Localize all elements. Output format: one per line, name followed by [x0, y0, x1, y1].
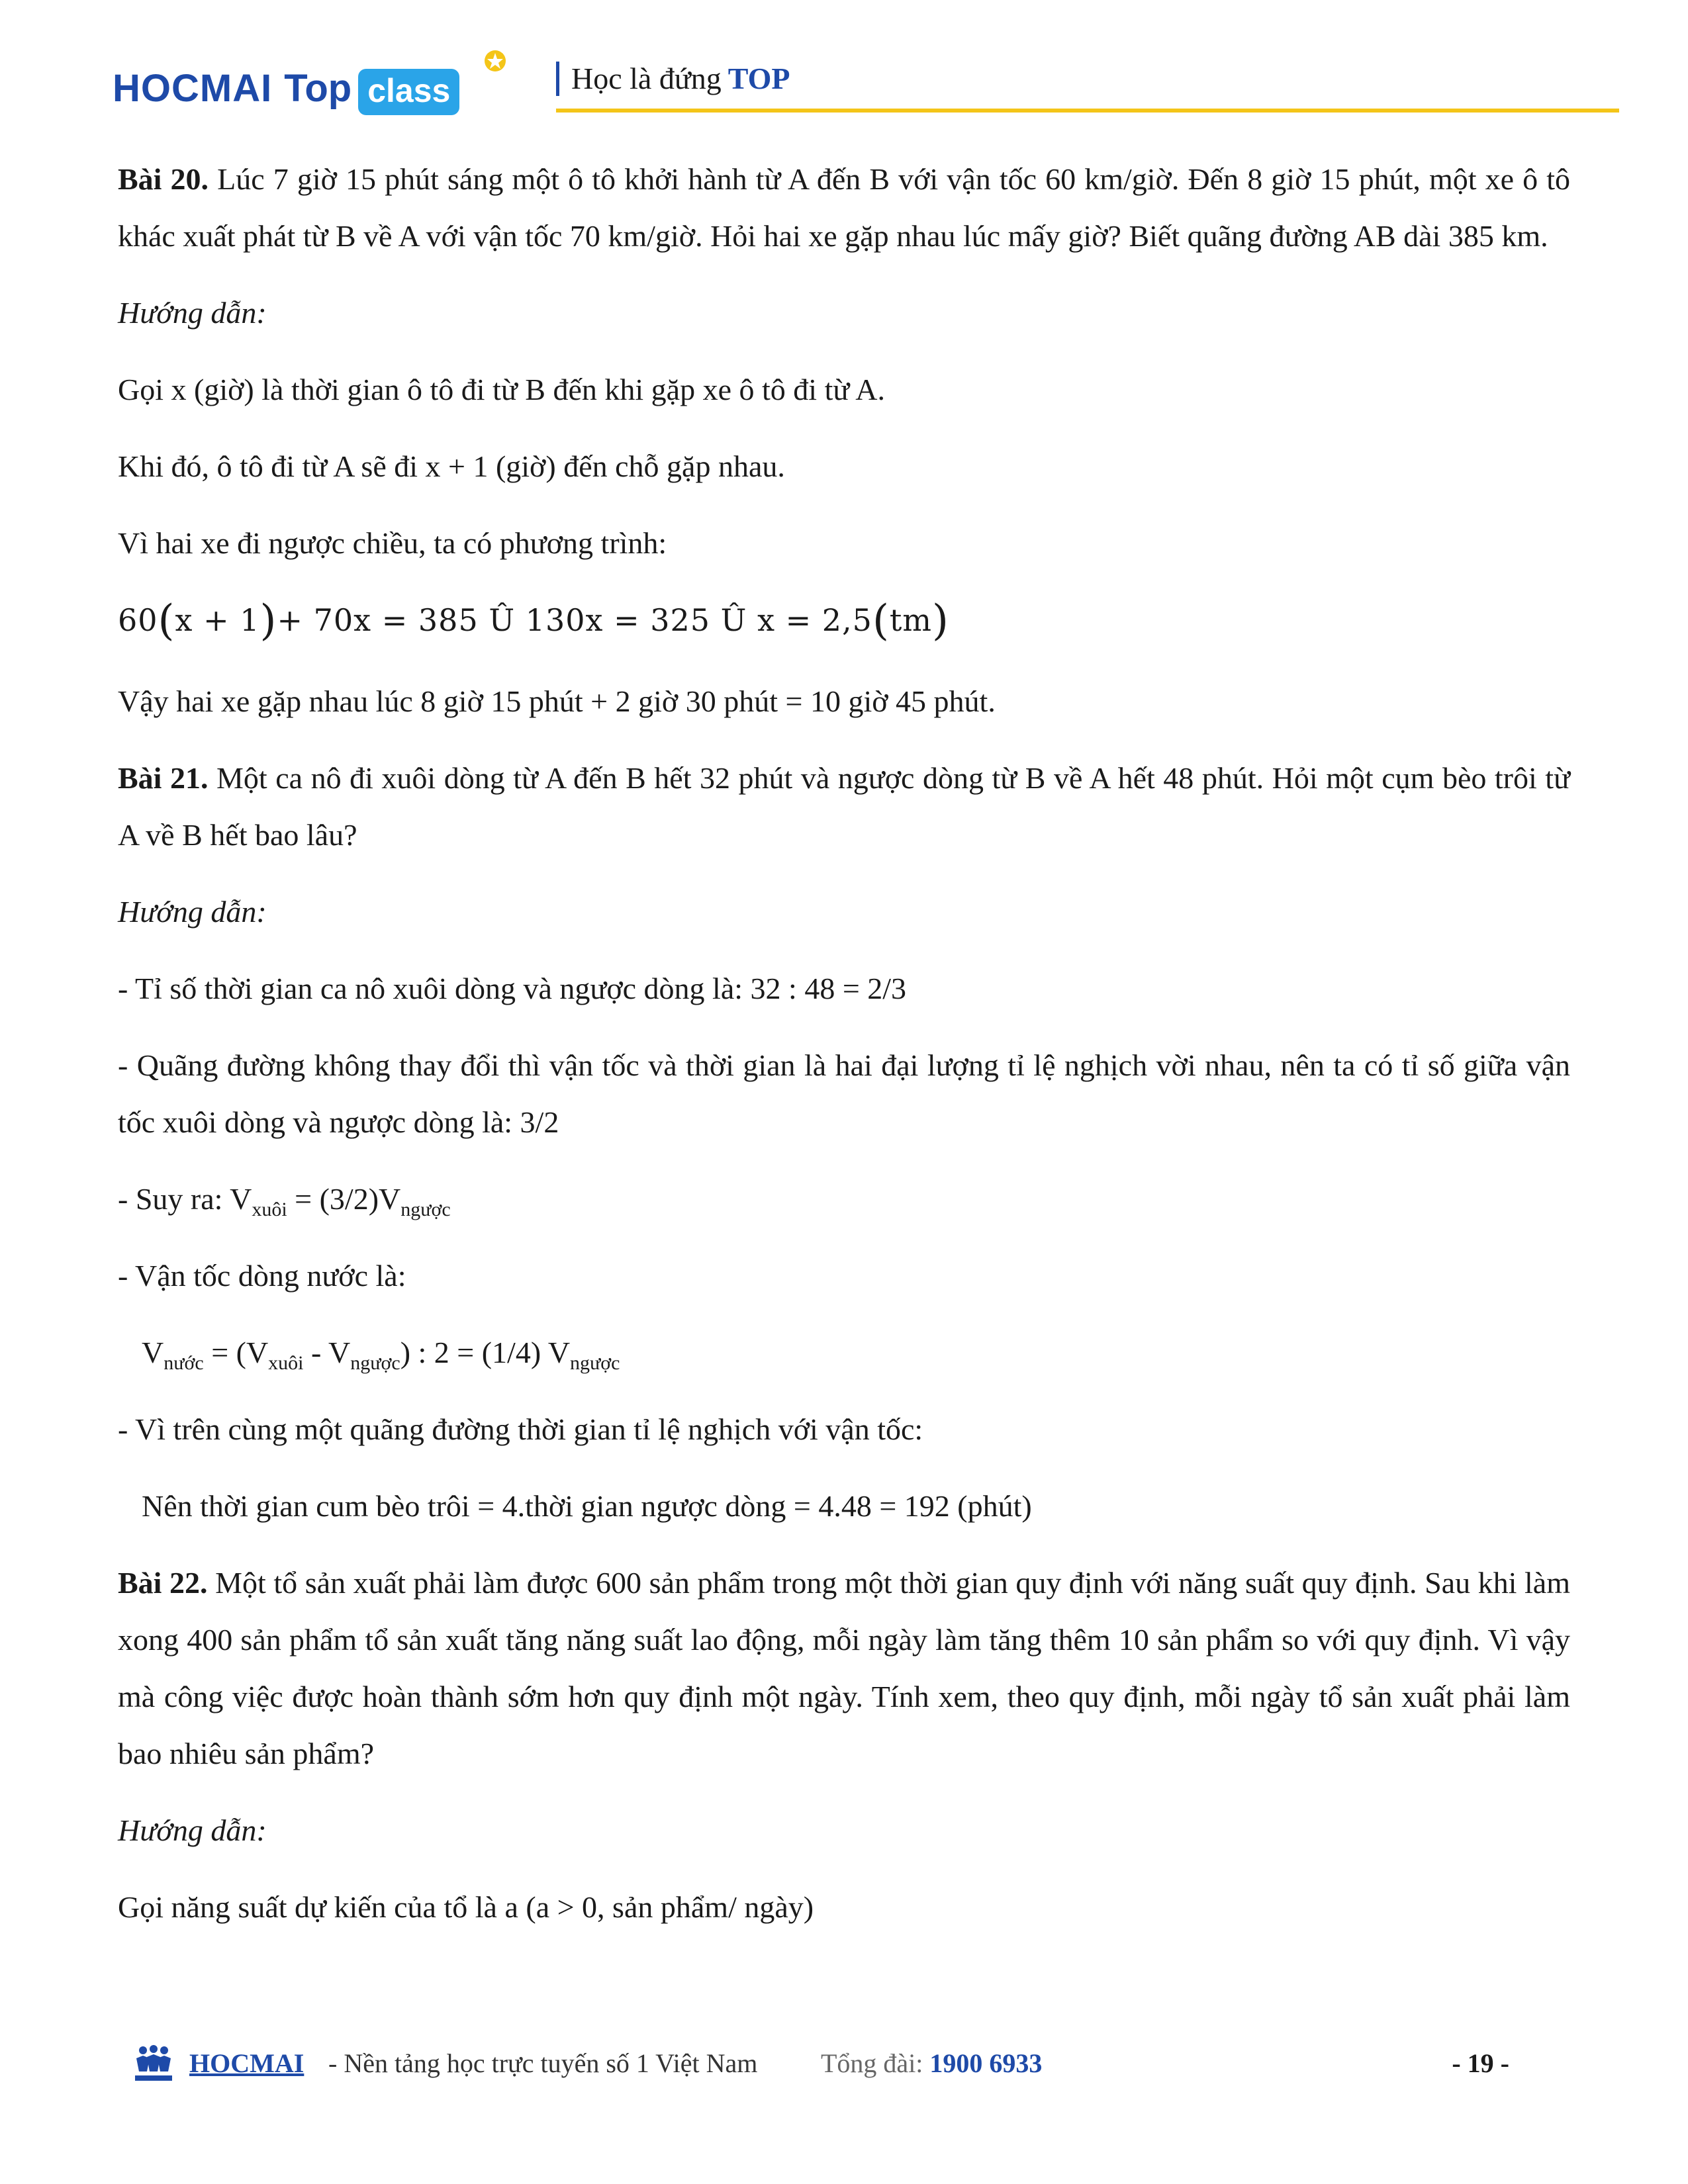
footer-brand-link[interactable]: HOCMAI	[189, 2048, 305, 2078]
page-footer	[132, 2044, 1509, 2083]
eq-part-4: tm	[889, 602, 933, 638]
bai22-line-1: Gọi năng suất dự kiến của tổ là a (a > 0, sản phẩm/ ngày)	[118, 1890, 814, 1924]
page-header	[113, 46, 1509, 119]
page-number: - 19 -	[1452, 2048, 1509, 2078]
logo-hocmai-text: HOCMAI	[113, 66, 273, 110]
bai21-guide-heading: Hướng dẫn:	[118, 895, 267, 929]
bai21-line-3: - Suy ra: $V_{xuôi} = (3/2)V_{ngược}$	[118, 1182, 451, 1220]
bai21-question-text: Một ca nô đi xuôi dòng từ A đến B hết 32 phút và ngược dòng từ B về A hết 48 phút. Hỏi một cụm bèo trôi từ A về B hết bao lâu?	[118, 761, 1571, 852]
bai21-line-2: - Quãng đường không thay đổi thì vận tốc và thời gian là hai đại lượng tỉ lệ nghịch vời nhau, nên ta có tỉ số giữa vận tốc xuôi dòng và ngược dòng là: 3/2	[118, 1048, 1570, 1139]
eq-part-1: 60	[118, 602, 158, 638]
bai21-line-5: $V_{nước} = (V_{xuôi} - V_{ngược})$ : 2 = (1/4) $V_{ngược}$	[142, 1336, 620, 1374]
logo-top-text: Top	[284, 66, 352, 110]
bai20-conclusion: Vậy hai xe gặp nhau lúc 8 giờ 15 phút + 2 giờ 30 phút = 10 giờ 45 phút.	[118, 684, 996, 718]
bai20-line-3: Vì hai xe đi ngược chiều, ta có phương trình:	[118, 526, 667, 560]
bai22-question-text: Một tổ sản xuất phải làm được 600 sản phẩm trong một thời gian quy định với năng suất quy định. Sau khi làm xong 400 sản phẩm tổ sản xuất tăng năng suất lao động, mỗi ngày làm tăng thêm 10 sản phẩm so với quy định. Vì vậy mà công việc được hoàn thành sớm hơn quy định một ngày. Tính xem, theo quy định, mỗi ngày tổ sản xuất phải làm bao nhiêu sản phẩm?	[118, 1566, 1570, 1770]
bai20-equation: 60(x + 1)+ 70x = 385 Û 130x = 325 Û x = 2,5(tm)	[118, 596, 949, 645]
bai21-line-1: - Tỉ số thời gian ca nô xuôi dòng và ngược dòng là: 32 : 48 = 2/3	[118, 972, 907, 1005]
bai21-question	[118, 750, 1570, 864]
bai22-question	[118, 1555, 1570, 1782]
slogan-divider	[556, 62, 559, 96]
bai21-line-7: Nên thời gian cum bèo trôi = 4.thời gian ngược dòng = 4.48 = 192 (phút)	[142, 1489, 1032, 1523]
bai20-guide-heading: Hướng dẫn:	[118, 296, 267, 330]
bai21-line-4: - Vận tốc dòng nước là:	[118, 1259, 406, 1293]
eq-part-3: + 70x = 385 Û 130x = 325 Û x = 2,5	[277, 602, 872, 638]
footer-tagline: - Nền tảng học trực tuyến số 1 Việt Nam	[328, 2048, 758, 2078]
star-icon	[482, 48, 508, 74]
bai20-label: Bài 20.	[118, 162, 209, 196]
slogan-top: TOP	[727, 62, 790, 95]
hocmai-people-icon	[132, 2044, 175, 2083]
bai22-guide-heading: Hướng dẫn:	[118, 1813, 267, 1847]
bai20-line-1: Gọi x (giờ) là thời gian ô tô đi từ B đến khi gặp xe ô tô đi từ A.	[118, 373, 885, 406]
bai20-question-text: Lúc 7 giờ 15 phút sáng một ô tô khởi hành từ A đến B với vận tốc 60 km/giờ. Đến 8 giờ 15 phút, một xe ô tô khác xuất phát từ B về A với vận tốc 70 km/giờ. Hỏi hai xe gặp nhau lúc mấy giờ? Biết quãng đường AB dài 385 km.	[118, 162, 1570, 253]
bai21-line-6: - Vì trên cùng một quãng đường thời gian tỉ lệ nghịch với vận tốc:	[118, 1412, 923, 1446]
slogan	[556, 61, 790, 96]
slogan-prefix: Học là đứng	[571, 62, 722, 95]
bai22-label: Bài 22.	[118, 1566, 208, 1600]
bai20-line-2: Khi đó, ô tô đi từ A sẽ đi x + 1 (giờ) đến chỗ gặp nhau.	[118, 449, 785, 483]
hocmai-topclass-logo	[113, 58, 459, 118]
header-underline	[556, 109, 1619, 113]
bai20-question	[118, 151, 1570, 265]
eq-part-2: x + 1	[175, 602, 260, 638]
logo-class-badge: class	[358, 69, 459, 115]
bai21-label: Bài 21.	[118, 761, 209, 795]
footer-hotline: Tổng đài: 1900 6933	[821, 2048, 1043, 2078]
document-body	[118, 151, 1570, 1956]
